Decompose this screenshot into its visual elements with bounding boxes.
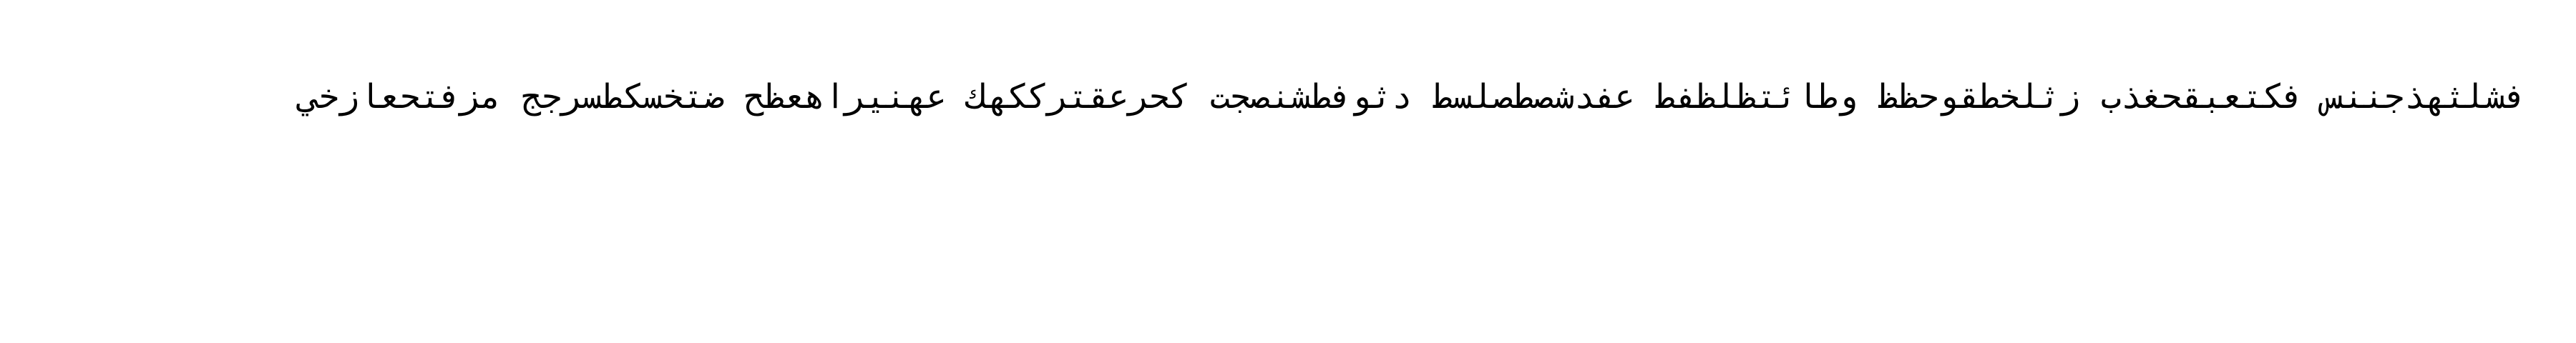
arabic-text-line: فشلثهذجننس فكتعبقحغذب زثلخطقوحظظ وطائتظلظفط عفدشصطصلسط دثوفطشنصجت كحرعقترككهك عهنيراهعظح ضتخسكطسرجج مزفتحعازخي	[298, 77, 2526, 116]
